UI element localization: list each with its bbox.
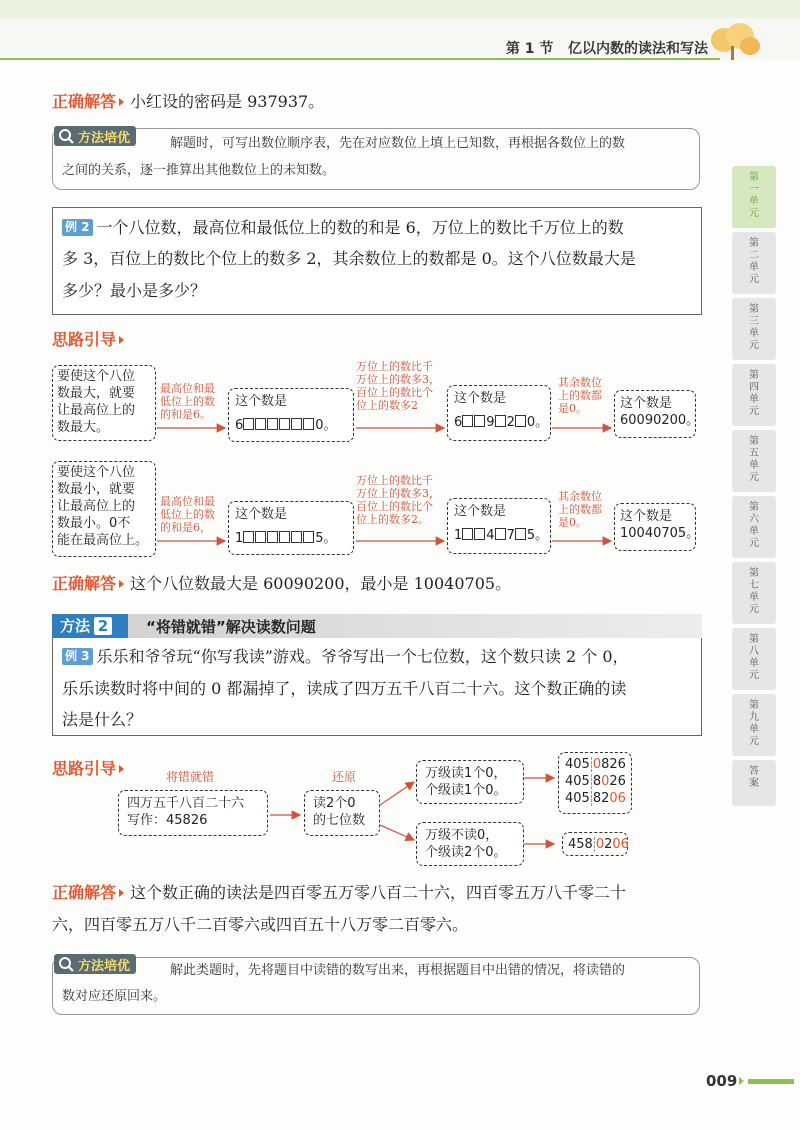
example-2-line-2: 多 3，百位上的数比个位上的数多 2，其余数位上的数都是 0。这个八位数最大是 [62, 249, 636, 268]
tab-char: 元 [749, 538, 759, 549]
tab-char: 第 [749, 172, 759, 183]
flow3-box-3 [416, 760, 524, 804]
tab-char: 元 [749, 604, 759, 615]
example-badge: 例 3 [62, 648, 93, 665]
tab-char: 第 [749, 568, 759, 579]
flow-text: 让最高位上的 [57, 403, 136, 418]
tip-1-line-1: 解题时，可写出数位顺序表，先在对应数位上填上已知数，再根据各数位上的数 [170, 136, 626, 151]
digit-row [235, 417, 347, 434]
flow-max-note-2 [356, 360, 440, 412]
flow3-box-4 [416, 822, 524, 866]
note-text: 万位上的数比千 [356, 474, 433, 487]
flow-text: 10040705。 [620, 526, 700, 541]
tab-char: 单 [749, 724, 759, 735]
note-text: 位上的数多2。 [356, 513, 429, 526]
section-name: 亿以内数的读法和写法 [568, 41, 708, 57]
tab-char: 第 [749, 370, 759, 381]
digit: 0。 [315, 418, 337, 433]
answer-label: 正确解答 [52, 92, 117, 111]
flow3-label-2: 还原 [332, 770, 357, 784]
tab-char: 六 [749, 514, 759, 525]
flow-text: 这个数是 [235, 394, 288, 409]
tab-char: 元 [749, 208, 759, 219]
example-2-line-3: 多少？最小是多少？ [62, 281, 207, 300]
result-digits: 405 [565, 791, 590, 806]
digit: 0。 [526, 415, 549, 430]
digit: 9 [486, 415, 495, 430]
result-digits: 26 [609, 774, 626, 789]
flow-min-note-2 [356, 474, 440, 526]
flow-max-box-3 [447, 385, 551, 441]
note-text: 百位上的数比个 [356, 500, 433, 513]
triangle-icon [119, 765, 124, 773]
tab-char: 元 [749, 340, 759, 351]
tab-char: 第 [749, 304, 759, 315]
result-number-1 [565, 756, 625, 773]
note-text: 是0。 [558, 516, 587, 529]
flow-max-box-2 [228, 388, 354, 442]
guide-label: 思路引导 [52, 759, 117, 778]
answer-3-line-2: 六，四百零五万八千二百零六或四百五十八万零二百零六。 [52, 915, 469, 934]
digit: 5。 [315, 531, 337, 546]
flow-min-result [614, 503, 700, 551]
tab-char: 元 [749, 472, 759, 483]
tab-char: 五 [749, 448, 759, 459]
guide-2 [52, 756, 130, 779]
flow-text: 要使这个八位 [57, 369, 136, 384]
tab-char: 单 [749, 196, 759, 207]
flow-max-note-3 [558, 376, 602, 415]
flow-text: 四万五千八百二十六 [127, 796, 245, 811]
flow-text: 个级读1个0。 [425, 783, 507, 798]
tab-char: 三 [749, 316, 759, 327]
tip-2-line-2: 数对应还原回来。 [62, 989, 167, 1004]
flow-text: 这个数是 [620, 396, 673, 411]
tab-char: 单 [749, 328, 759, 339]
example-3-line-2: 乐乐读数时将中间的 0 都漏掉了，读成了四万五千八百二十六。这个数正确的读 [62, 679, 627, 698]
tab-char: 元 [749, 274, 759, 285]
result-digits: 0 [601, 774, 610, 789]
note-text: 万位上的数多3， [356, 373, 440, 386]
answer-text: 这个八位数最大是 60090200，最小是 10040705。 [130, 574, 512, 593]
flow-text: 要使这个八位 [57, 465, 136, 480]
answer-label: 正确解答 [52, 574, 117, 593]
answer-3 [52, 878, 626, 908]
tab-char: 元 [749, 736, 759, 747]
triangle-icon [119, 889, 124, 897]
digit: 6 [235, 418, 244, 433]
flow-text: 能在最高位上。 [57, 533, 149, 548]
result-digits: 06 [609, 791, 626, 806]
digit: 7 [506, 528, 515, 543]
note-text: 位上的数多2 [356, 399, 418, 412]
flow-text: 写作：45826 [127, 813, 208, 828]
tab-char: 答 [749, 766, 759, 777]
flow3-box-1 [118, 790, 268, 836]
note-text: 低位上的数 [160, 395, 215, 408]
note-text: 万位上的数比千 [356, 360, 433, 373]
example-3-text-1: 乐乐和爷爷玩“你写我读”游戏。爷爷写出一个七位数，这个数只读 2 个 0， [96, 647, 629, 666]
flow3-results-2 [562, 832, 628, 856]
result-digits: 2 [601, 791, 610, 806]
method-number: 2 [94, 617, 112, 635]
example-3-line-3: 法是什么？ [62, 710, 143, 729]
result-number-3 [565, 790, 625, 807]
result-digits: 826 [601, 757, 626, 772]
note-text: 其余数位 [558, 490, 602, 503]
flow-text: 这个数是 [235, 507, 288, 522]
tab-char: 二 [749, 250, 759, 261]
flow-max-result [614, 390, 700, 438]
note-text: 百位上的数比个 [356, 386, 433, 399]
tab-char: 八 [749, 646, 759, 657]
answer-text: 这个数正确的读法是四百零五万零八百二十六，四百零五万八千零二十 [130, 883, 627, 902]
tab-char: 元 [749, 406, 759, 417]
result-digits: 0 [595, 837, 605, 852]
tip-tag-label: 方法培优 [78, 958, 131, 974]
flow3-label-1: 将错就错 [166, 770, 215, 784]
flow-text: 这个数是 [620, 509, 673, 524]
digit: 1 [454, 528, 463, 543]
flow3-box-2 [304, 790, 380, 836]
result-digits: 405 [565, 774, 590, 789]
digit-row [454, 414, 549, 431]
triangle-icon [119, 580, 124, 588]
answer-label: 正确解答 [52, 883, 117, 902]
note-text: 的和是6。 [160, 408, 211, 421]
example-3-line-1 [62, 642, 629, 672]
answer-2 [52, 569, 511, 599]
page-bar [748, 1079, 794, 1084]
note-text: 是0。 [558, 402, 587, 415]
flow-min-note-3 [558, 490, 602, 529]
result-number-4 [568, 836, 629, 853]
result-digits: 405 [565, 757, 590, 772]
note-text: 上的数都 [558, 503, 602, 516]
tip-tag-2 [54, 954, 136, 974]
digit: 4 [486, 528, 495, 543]
result-digits: 0 [592, 757, 602, 772]
tab-char: 一 [749, 184, 759, 195]
result-digits: 06 [612, 837, 629, 852]
note-text: 上的数都 [558, 389, 602, 402]
method-2-title: “将错就错”解决读数问题 [146, 618, 316, 636]
digit: 2 [506, 415, 515, 430]
tab-char: 元 [749, 670, 759, 681]
method-tag-label: 方法 [60, 617, 91, 635]
flow-min-box-2 [228, 501, 354, 555]
tab-char: 第 [749, 634, 759, 645]
tab-char: 第 [749, 238, 759, 249]
tab-char: 第 [749, 700, 759, 711]
flow-text: 万级不读0， [425, 828, 499, 843]
flow-text: 数最小，就要 [57, 482, 136, 497]
note-text: 最高位和最 [160, 382, 215, 395]
digit: 1 [235, 531, 244, 546]
result-digits: 8 [592, 791, 602, 806]
tip-1-line-2: 之间的关系，逐一推算出其他数位上的未知数。 [62, 163, 336, 178]
digit: 5。 [526, 528, 549, 543]
tab-char: 七 [749, 580, 759, 591]
flow-text: 数最小。0不 [57, 516, 131, 531]
flow-text: 万级读1个0， [425, 766, 507, 781]
guide-label: 思路引导 [52, 330, 117, 349]
tab-char: 第 [749, 502, 759, 513]
flow-min-box-3 [447, 498, 551, 554]
tip-2-line-1: 解此类题时，先将题目中读错的数写出来，再根据题目中出错的情况，将读错的 [170, 963, 626, 978]
flow3-results-1 [558, 752, 632, 814]
result-number-2 [565, 773, 625, 790]
flow-text: 数最大。 [57, 420, 110, 435]
example-badge: 例 2 [62, 219, 93, 236]
example-2-text-1: 一个八位数，最高位和最低位上的数的和是 6，万位上的数比千万位上的数 [96, 218, 624, 237]
tab-char: 案 [749, 778, 759, 789]
flow-text: 这个数是 [454, 391, 507, 406]
note-text: 的和是6， [160, 521, 211, 534]
result-digits: 2 [604, 837, 613, 852]
result-digits: 8 [592, 774, 602, 789]
digit-row [235, 530, 347, 547]
tab-char: 单 [749, 658, 759, 669]
result-digits: 458 [568, 837, 593, 852]
method-2-tag [52, 614, 128, 638]
flow-text: 个级读2个0。 [425, 845, 507, 860]
digit-row [454, 527, 549, 544]
flow-text: 的七位数 [313, 813, 366, 828]
tab-char: 单 [749, 394, 759, 405]
answer-text: 小红设的密码是 937937。 [130, 92, 325, 111]
tab-char: 单 [749, 592, 759, 603]
tab-char: 四 [749, 382, 759, 393]
flow-max-note-1 [160, 382, 215, 421]
digit: 6 [454, 415, 463, 430]
magnifier-icon [58, 956, 74, 972]
tab-char: 单 [749, 460, 759, 471]
flow-max-box-1 [52, 365, 156, 441]
flow-text: 数最大，就要 [57, 386, 136, 401]
note-text: 低位上的数 [160, 508, 215, 521]
section-number: 第 1 节 [505, 41, 554, 57]
page-triangle-icon [739, 1077, 744, 1085]
tab-char: 九 [749, 712, 759, 723]
note-text: 最高位和最 [160, 495, 215, 508]
flow-min-box-1 [52, 461, 156, 557]
note-text: 其余数位 [558, 376, 602, 389]
page-number: 009 [706, 1072, 738, 1090]
flow-text: 让最高位上的 [57, 499, 136, 514]
flow-text: 这个数是 [454, 504, 507, 519]
flow-text: 60090200。 [620, 413, 700, 428]
tab-char: 单 [749, 262, 759, 273]
flow-text: 读2个0 [313, 796, 356, 811]
tab-char: 第 [749, 436, 759, 447]
note-text: 万位上的数多3， [356, 487, 440, 500]
tab-char: 单 [749, 526, 759, 537]
flow-min-note-1 [160, 495, 215, 534]
tip-tag-label: 方法培优 [78, 130, 131, 146]
